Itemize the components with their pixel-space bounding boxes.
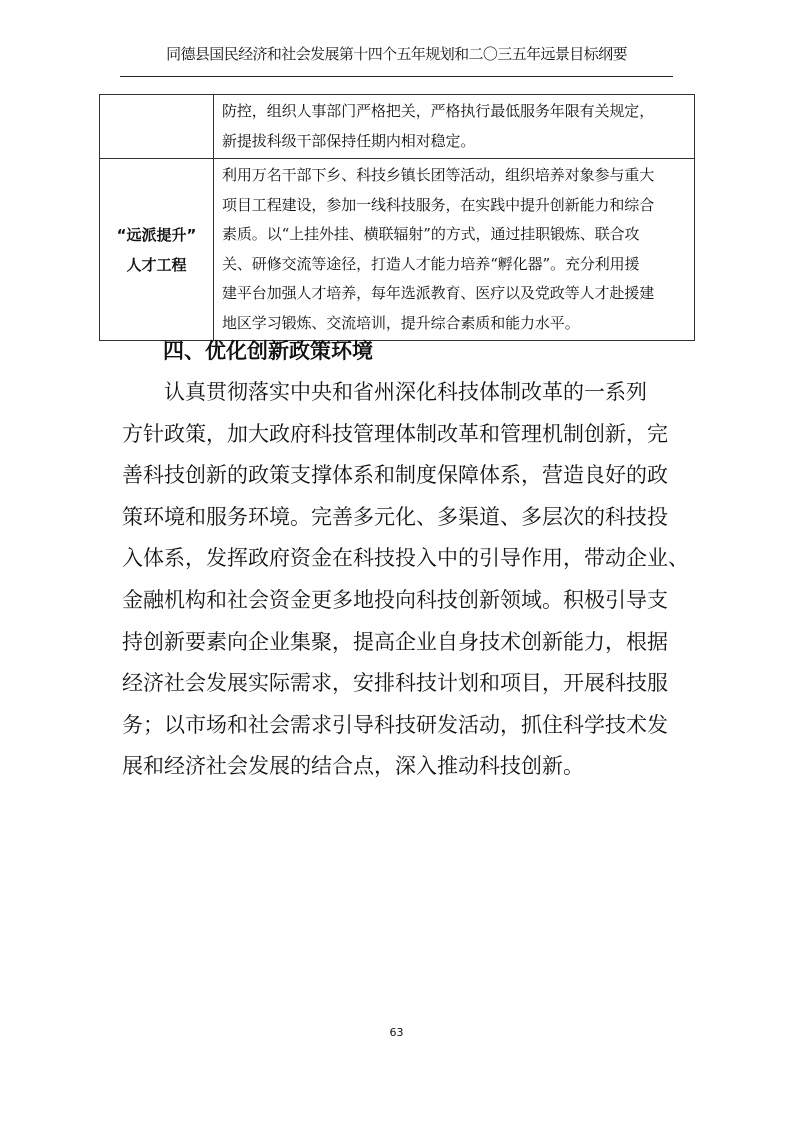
body-line: 善科技创新的政策支撑体系和制度保障体系，营造良好的政: [122, 463, 668, 488]
description-line: 防控，组织人事部门严格把关，严格执行最低服务年限有关规定，: [222, 102, 655, 120]
description-line: 项目工程建设，参加一线科技服务，在实践中提升创新能力和综合: [222, 195, 655, 214]
program-name-cell: [100, 159, 214, 341]
program-name-line: “远派提升”: [116, 225, 197, 244]
body-line: 方针政策，加大政府科技管理体制改革和管理机制创新，完: [122, 421, 668, 446]
program-table: [99, 94, 695, 341]
program-description-cell: [214, 159, 695, 341]
description-line: 素质。以“上挂外挂、横联辐射”的方式，通过挂职锻炼、联合攻: [222, 225, 640, 243]
body-line: 认真贯彻落实中央和省州深化科技体制改革的一系列: [122, 380, 647, 404]
body-line: 经济社会发展实际需求，安排科技计划和项目，开展科技服: [122, 671, 668, 696]
program-name-cell: [100, 95, 214, 159]
program-description-cell: [214, 95, 695, 159]
running-header: 同德县国民经济和社会发展第十四个五年规划和二〇三五年远景目标纲要: [166, 45, 627, 63]
body-line: 策环境和服务环境。完善多元化、多渠道、多层次的科技投: [122, 504, 668, 529]
page-number: 63: [389, 1026, 404, 1039]
description-line: 利用万名干部下乡、科技乡镇长团等活动，组织培养对象参与重大: [222, 166, 655, 184]
section-body: [122, 372, 689, 788]
header-rule: [120, 76, 673, 77]
description-line: 新提拔科级干部保持任期内相对稳定。: [222, 131, 476, 150]
body-line: 入体系，发挥政府资金在科技投入中的引导作用，带动企业、: [122, 546, 689, 571]
section-heading: 四、优化创新政策环境: [163, 339, 373, 363]
description-line: 地区学习锻炼、交流培训，提升综合素质和能力水平。: [222, 313, 580, 332]
table-row: [100, 95, 695, 159]
program-name-line: 人才工程: [126, 255, 187, 274]
table-row: [100, 159, 695, 341]
body-line: 金融机构和社会资金更多地投向科技创新领域。积极引导支: [122, 587, 668, 612]
body-line: 务；以市场和社会需求引导科技研发活动，抓住科学技术发: [122, 712, 668, 737]
description-line: 关、研修交流等途径，打造人才能力培养“孵化器”。充分利用援: [222, 254, 640, 273]
body-line: 持创新要素向企业集聚，提高企业自身技术创新能力，根据: [122, 629, 668, 654]
body-line: 展和经济社会发展的结合点，深入推动科技创新。: [122, 754, 584, 779]
description-line: 建平台加强人才培养，每年选派教育、医疗以及党政等人才赴援建: [222, 284, 655, 302]
